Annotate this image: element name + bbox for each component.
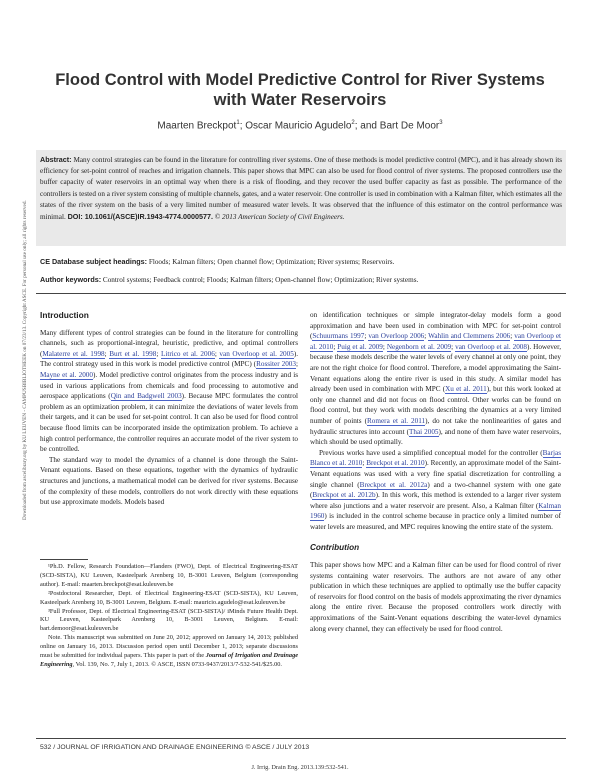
doi-link[interactable]: DOI: 10.1061/(ASCE)IR.1943-4774.0000577. bbox=[67, 212, 213, 222]
author-2: ; Oscar Mauricio Agudelo bbox=[239, 120, 352, 132]
citation-link[interactable]: van Overloop 2006 bbox=[368, 332, 425, 341]
citation-link[interactable]: Thai 2005 bbox=[408, 427, 439, 436]
citation-link[interactable]: Breckpot et al. 2012b bbox=[312, 491, 376, 500]
divider bbox=[36, 293, 566, 294]
citation-link[interactable]: Litrico et al. 2006 bbox=[160, 349, 215, 358]
citation-link[interactable]: Puig et al. 2009 bbox=[337, 342, 383, 351]
left-column bbox=[40, 310, 298, 508]
citation-link[interactable]: van Overloop et al. 2005 bbox=[219, 349, 294, 358]
citation-link[interactable]: Burt et al. 1998 bbox=[109, 349, 157, 358]
citation-link[interactable]: Romera et al. 2011 bbox=[367, 416, 426, 425]
right-paragraph-1: on identification techniques or simple integrator-delay models form a good approximation and have been used in combination with MPC for set-point control (Schuurmans 1997; van Overloop 2006; Wahlin and Clemmens 2006; van Overloop et al. 2010; Puig et al. 2009; Negenborn et al. 2009; van Overloop et al. 2008). However, because these models describe the water levels of every channel at only one point, they are not the right choice for flood control. Therefore, a model approximating the Saint-Venant equations along the entire river is used in this study. A similar model has already been used in combination with MPC (Xu et al. 2011), but this work looked at only one channel and did not focus on flood control. Other works can be found on flood control, but they work with models describing the dynamics at a very limited number of points (Romera et al. 2011), do not take the nonlinearities of gates and hydraulic structures into account (Thai 2005), and none of them have water reservoirs, which should be used optimally. bbox=[310, 311, 562, 447]
right-paragraph-2: Previous works have used a simplified conceptual model for the controller (Barjas Blanco et al. 2010; Breckpot et al. 2010). Recently, an approximate model of the Saint-Venant equations was used with a very fine spatial discretization for controlling a single channel (Breckpot et al. 2012a) and a two-channel system with one gate (Breckpot et al. 2012b). In this work, this method is extended to a larger river system where also junctions and a water reservoir are present. Also, a Kalman filter (Kalman 1960) is included in the control scheme because in practice only a limited number of water levels are measured, and MPC requires knowing the entire state of the system. bbox=[310, 448, 561, 531]
author-3: ; and Bart De Moor bbox=[354, 120, 440, 132]
citation-link[interactable]: Kalman 1960 bbox=[310, 501, 561, 521]
intro-paragraph-2: The standard way to model the dynamics of a channel is done through the Saint-Venant equations. Based on these equations, together with the dynamics of hydraulic structures and junctions, a mathematical model can be derived for river systems. Because of the complexity of these models, controllers do not work directly with these equations but use approximate models. Models based bbox=[40, 455, 298, 507]
citation-line: J. Irrig. Drain Eng. 2013.139:532-541. bbox=[251, 764, 349, 771]
citation-link[interactable]: Negenborn et al. 2009 bbox=[386, 342, 452, 351]
citation-link[interactable]: Xu et al. 2011 bbox=[445, 385, 487, 394]
citation-link[interactable]: van Overloop et al. 2008 bbox=[455, 342, 527, 351]
citation-link[interactable]: Wahlin and Clemmens 2006 bbox=[428, 332, 511, 341]
citation-link[interactable]: Qin and Badgwell 2003 bbox=[110, 392, 182, 401]
citation-link[interactable]: Breckpot et al. 2012a bbox=[359, 480, 428, 489]
contribution-heading: Contribution bbox=[310, 543, 360, 553]
introduction-heading: Introduction bbox=[40, 310, 89, 320]
footnotes bbox=[40, 563, 298, 670]
citation-link[interactable]: van Overloop et al. 2010 bbox=[310, 332, 562, 351]
abstract: Abstract: Many control strategies can be found in the literature for controlling river systems. One of these methods is model predictive control (MPC), and it has already shown its efficiency for set-point control of reaches and irrigation channels. This paper shows that MPC can also be used for flood control of river systems. The proposed controllers use the buffer capacity of water reservoirs in an optimal way when there is a risk of flooding, and they recover the used buffer capacity as fast as possible. The performance of the controllers is tested on a river system consisting of multiple channels, gates, and a water reservoir. One controller is used in combination with a Kalman filter, which estimates all the states of the river system on the basis of a very limited number of measured water levels. It was observed that the influence of this estimator on the control performance was minimal. DOI: 10.1061/(ASCE)IR.1943-4774.0000577. © 2013 American Society of Civil Engineers. bbox=[40, 155, 562, 222]
contribution-paragraph: This paper shows how MPC and a Kalman filter can be used for flood control of river systems containing water reservoirs. The authors are not aware of any other publication in which these techniques are applied to optimally use the buffer capacity of reservoirs for flood control on the basis of models approximating the river dynamics along the entire river. Because the proposed controllers work directly with approximations of the Saint-Venant equations describing the water-level dynamics along every channel, they can effectively be used for flood control. bbox=[310, 561, 561, 633]
footnote-1: ¹Ph.D. Fellow, Research Foundation—Flanders (FWO), Dept. of Electrical Engineering-ESAT (SCD-SISTA), KU Leuven, Kasteelpark Arenberg 10, B-3001 Leuven, Belgium (corresponding author). E-mail: maarten.breckpot@esat.kuleuven.be bbox=[40, 563, 298, 588]
citation-link[interactable]: Malaterre et al. 1998 bbox=[42, 349, 105, 358]
author-1: Maarten Breckpot bbox=[157, 120, 237, 132]
right-column bbox=[310, 310, 561, 634]
author-keywords: Author keywords: Control systems; Feedback control; Floods; Kalman filters; Open-channel flow; Optimization; River systems. bbox=[40, 275, 419, 284]
citation-link[interactable]: Breckpot et al. 2010 bbox=[366, 459, 425, 468]
author-list: Maarten Breckpot$^1$; Oscar Mauricio Agudelo$^2$; and Bart De Moor$^3$ bbox=[157, 120, 443, 132]
citation-link[interactable]: Schuurmans 1997 bbox=[312, 332, 365, 341]
paper-title: Flood Control with Model Predictive Control for River Systems with Water Reservoirs bbox=[55, 71, 545, 109]
intro-paragraph-1: Many different types of control strategies can be found in the literature for controlling channels, such as proportional-integral, heuristic, predictive, and optimal controllers (Malaterre et al. 1998; Burt et al. 1998; Litrico et al. 2006; van Overloop et al. 2005). The control strategy used in this work is model predictive control (MPC) (Rossiter 2003; Mayne et al. 2000). Model predictive control originates from the process industry and is used in various applications from chemicals and food processing to automotive and aerospace applications (Qin and Badgwell 2003). Because MPC formulates the control problem as an optimization problem, it can minimize the deviations of water levels from their targets, and it can be used for set-point control. It can also be used for flood control because flood limits can be incorporated inside the optimization problem. To achieve a high control performance, the controller requires an accurate model of the river system to be controlled. bbox=[40, 328, 299, 454]
citation-link[interactable]: Barjas Blanco et al. 2010 bbox=[310, 448, 561, 468]
citation-link[interactable]: Mayne et al. 2000 bbox=[40, 370, 93, 379]
page-footer: 532 / JOURNAL OF IRRIGATION AND DRAINAGE ENGINEERING © ASCE / JULY 2013 bbox=[40, 744, 310, 751]
footer-rule bbox=[36, 738, 566, 739]
download-notice: Downloaded from ascelibrary.org by KU LEUVEN - CAMPUSBIBLIOTHEEK on 07/23/13. Copyright ASCE. For personal use only; all rights reserved. bbox=[22, 200, 28, 520]
abstract-label: Abstract: bbox=[40, 155, 72, 164]
footnote-3: ³Full Professor, Dept. of Electrical Engineering-ESAT (SCD-SISTA)/ iMinds Future Health Dept. KU Leuven, Kasteelpark Arenberg 10, B-3001 Leuven, Belgium. E-mail: bart.demoor@esat.kuleuven.be bbox=[40, 607, 298, 633]
citation-link[interactable]: Rossiter 2003 bbox=[256, 360, 296, 369]
submission-note: Note. This manuscript was submitted on June 20, 2012; approved on January 14, 2013; published online on January 16, 2013. Discussion period open until December 1, 2013; separate discussions must be submitted for individual papers. This paper is part of the Journal of Irrigation and Drainage Engineering, Vol. 139, No. 7, July 1, 2013. © ASCE, ISSN 0733-9437/2013/7-532-541/$25.00. bbox=[40, 634, 299, 668]
footnote-2: ²Postdoctoral Researcher, Dept. of Electrical Engineering-ESAT (SCD-SISTA), KU Leuven, Kasteelpark Arenberg 10, B-3001 Leuven, Belgium. E-mail: mauricio.agudelo@esat.kuleuven.be bbox=[40, 589, 298, 606]
ce-database-headings: CE Database subject headings: Floods; Kalman filters; Open channel flow; Optimization; River systems; Reservoirs. bbox=[40, 257, 395, 266]
footnote-rule bbox=[40, 559, 88, 560]
